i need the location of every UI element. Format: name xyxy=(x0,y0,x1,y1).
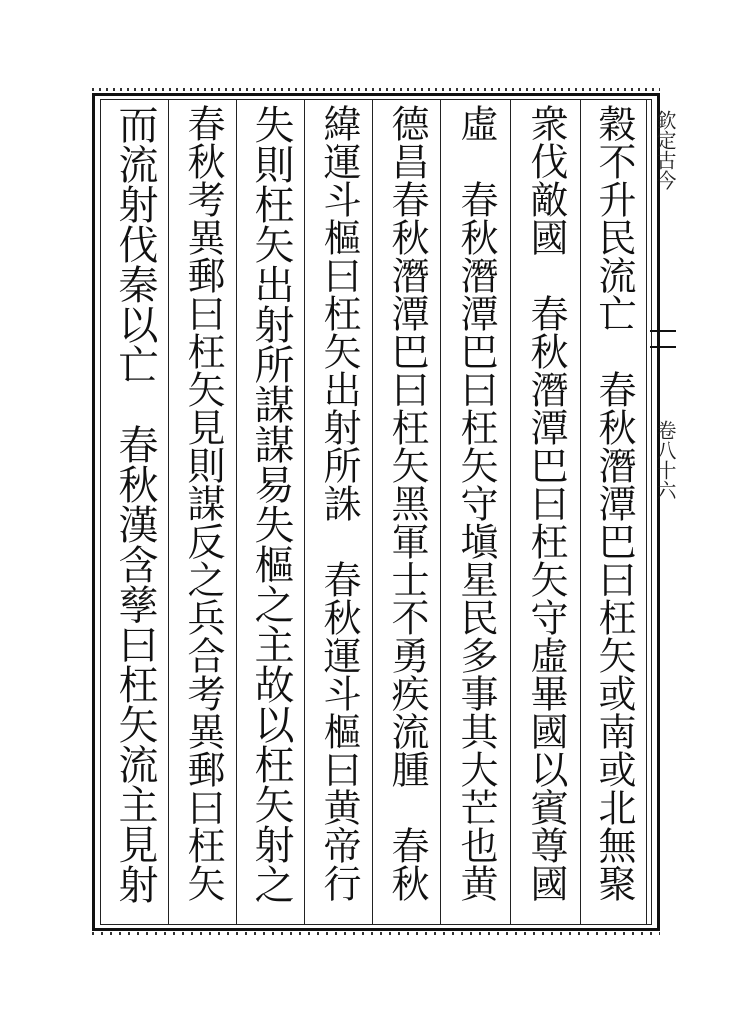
text-column-8: 而流射伐秦以亡 春秋漢含孳曰枉矢流主見射 xyxy=(112,104,158,904)
frame-top-edge xyxy=(92,88,660,91)
fish-tail-mark xyxy=(650,330,676,348)
column-rule xyxy=(440,100,441,925)
frame-bottom-edge xyxy=(92,932,660,935)
column-rule xyxy=(168,100,169,925)
column-rule xyxy=(510,100,511,925)
text-column-5: 緯運斗樞曰枉矢出射所誅 春秋運斗樞曰黄帝行 xyxy=(317,104,361,902)
column-rule xyxy=(580,100,581,925)
column-rule xyxy=(304,100,305,925)
text-column-2: 衆伐敵國 春秋潛潭巴曰枉矢守虛畢國以賓尊國 xyxy=(524,104,568,902)
column-rule xyxy=(236,100,237,925)
text-column-3: 虛 春秋潛潭巴曰枉矢守塡星民多事其大芒也黄 xyxy=(454,104,498,902)
column-rule xyxy=(646,100,647,925)
text-column-6: 失則枉矢出射所謀謀易失樞之主故以枉矢射之 xyxy=(248,104,294,904)
column-rule xyxy=(372,100,373,925)
text-column-1: 穀不升民流亡 春秋潛潭巴曰枉矢或南或北無聚 xyxy=(592,104,636,902)
text-column-4: 德昌春秋潛潭巴曰枉矢黑軍士不勇疾流腫 春秋 xyxy=(385,104,429,902)
margin-book-title: 欽定古今 xyxy=(653,110,677,190)
text-column-7: 春秋考異郵曰枉矢見則謀反之兵合考異郵曰枉矢 xyxy=(181,104,225,902)
margin-juan-number: 卷八十六 xyxy=(653,420,677,500)
